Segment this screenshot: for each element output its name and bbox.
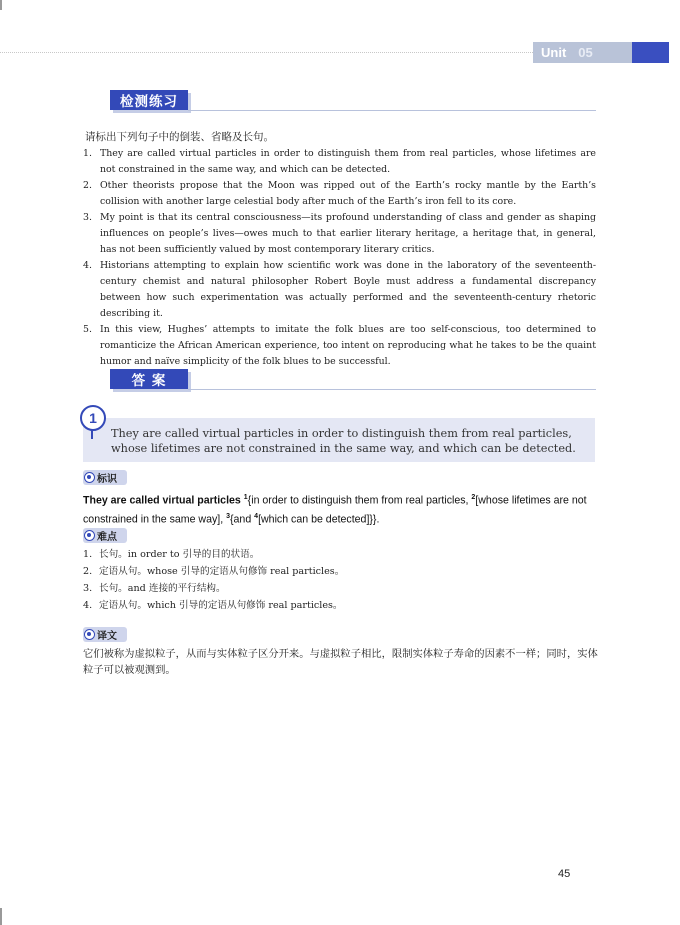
question-list (83, 146, 596, 370)
unit-number: 05 (578, 45, 593, 60)
heading-rule (188, 389, 596, 390)
answer-sentence: They are called virtual particles in order to distinguish them from real particles, whose lifetimes are not constrained in the same way, and which can be detected. (111, 427, 576, 455)
sentence-analysis: They are called virtual particles $^1${in order to distinguish them from real particles, $^2$[whose lifetimes are not constrained in the same way], $^3${and $^4$[which can be detected]}}. (83, 494, 587, 526)
bulb-icon (84, 530, 95, 541)
list-item: 3. 长句。and 连接的平行结构。 (83, 583, 226, 594)
bulb-icon (84, 472, 95, 483)
page-edge-mark (0, 908, 2, 925)
question-item: 2. Other theorists propose that the Moon was ripped out of the Earth’s rocky mantle by the Earth’s collision with another large celestial body after much of the Earth’s iron fell to its core. (83, 180, 596, 207)
question-item: 5. In this view, Hughes’ attempts to imitate the folk blues are too self-conscious, too determined to romanticize the African American experience, too intent on reproducing what he takes to be the quaint humor and naïve simplicity of the folk blues to be successful. (83, 324, 596, 367)
unit-label: Unit (541, 45, 567, 60)
label-mark: 标识 (83, 470, 127, 485)
section-title-exercise: 检测练习 (110, 90, 188, 110)
page-edge-mark (0, 0, 2, 10)
bulb-icon (84, 629, 95, 640)
label-difficulty: 难点 (83, 528, 127, 543)
translation-text: 它们被称为虚拟粒子，从而与实体粒子区分开来。与虚拟粒子相比，限制实体粒子寿命的因素不一样；同时，实体粒子可以被观测到。 (83, 648, 598, 676)
page-number: 45 (558, 868, 571, 880)
question-item: 1. They are called virtual particles in order to distinguish them from real particles, whose lifetimes are not constrained in the same way, and which can be detected. (83, 148, 596, 175)
header-divider (0, 52, 535, 53)
list-item: 1. 长句。in order to 引导的目的状语。 (83, 549, 260, 560)
unit-tab (533, 42, 632, 63)
unit-color-bar (632, 42, 669, 63)
heading-rule (188, 110, 596, 111)
section-title-answer: 答 案 (110, 369, 188, 389)
answer-box (83, 418, 595, 462)
list-item: 4. 定语从句。which 引导的定语从句修饰 real particles。 (83, 600, 343, 611)
question-item: 4. Historians attempting to explain how scientific work was done in the laboratory of the seventeenth-century chemist and natural philosopher Robert Boyle must address a fundamental discrepancy between how such experimentation was actually performed and the seventeenth-century rhetoric describing it. (83, 260, 596, 319)
label-translation: 译文 (83, 627, 127, 642)
answer-number-badge: 1 (80, 405, 106, 431)
difficulty-list (83, 546, 595, 614)
list-item: 2. 定语从句。whose 引导的定语从句修饰 real particles。 (83, 566, 345, 577)
question-item: 3. My point is that its central consciousness—its profound understanding of class and gender as shaping influences on people’s lives—owes much to that earlier literary heritage, a heritage that, in general, has not been sufficiently valued by most contemporary literary critics. (83, 212, 596, 255)
instruction-text: 请标出下列句子中的倒装、省略及长句。 (85, 131, 274, 143)
